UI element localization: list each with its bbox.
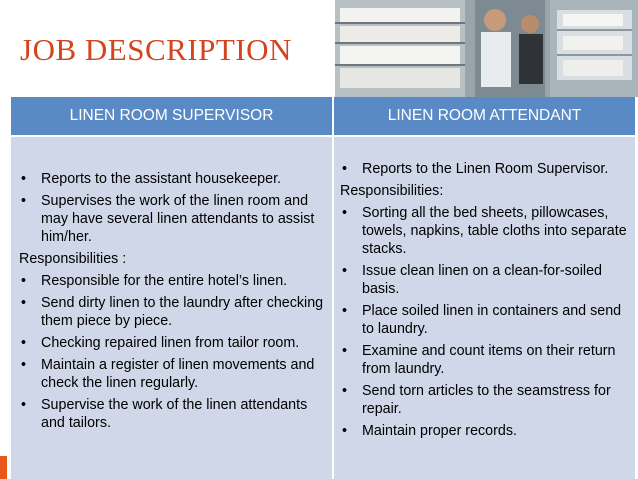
list-item: • Issue clean linen on a clean-for-soiled basis. (340, 262, 627, 298)
responsibilities-label: Responsibilities: (340, 183, 444, 199)
list-item: • Reports to the assistant housekeeper. (19, 170, 324, 188)
list-item: • Place soiled linen in containers and send to laundry. (340, 302, 627, 338)
responsibilities-label: Responsibilities : (19, 251, 127, 267)
list-item: • Sorting all the bed sheets, pillowcases, towels, napkins, table cloths into separate stacks. (340, 204, 627, 258)
supervisor-column (11, 137, 332, 479)
list-item: • Maintain a register of linen movements and check the linen regularly. (19, 356, 324, 392)
list-item: • Reports to the Linen Room Supervisor. (340, 160, 627, 178)
list-item: • Responsible for the entire hotel’s linen. (19, 272, 324, 290)
job-description-table (11, 97, 635, 479)
attendant-column (334, 137, 635, 479)
accent-bar (0, 456, 7, 479)
supervisor-header: LINEN ROOM SUPERVISOR (11, 97, 332, 135)
list-item: • Checking repaired linen from tailor room. (19, 334, 324, 352)
list-item: • Send torn articles to the seamstress for repair. (340, 382, 627, 418)
page-title: JOB DESCRIPTION (20, 32, 292, 67)
list-item: • Send dirty linen to the laundry after checking them piece by piece. (19, 294, 324, 330)
list-item: • Examine and count items on their return from laundry. (340, 342, 627, 378)
attendant-header: LINEN ROOM ATTENDANT (334, 97, 635, 135)
list-item: • Supervises the work of the linen room and may have several linen attendants to assist him/her. (19, 192, 324, 246)
list-item: • Maintain proper records. (340, 422, 627, 440)
linen-room-photo (335, 0, 638, 97)
list-item: • Supervise the work of the linen attendants and tailors. (19, 396, 324, 432)
